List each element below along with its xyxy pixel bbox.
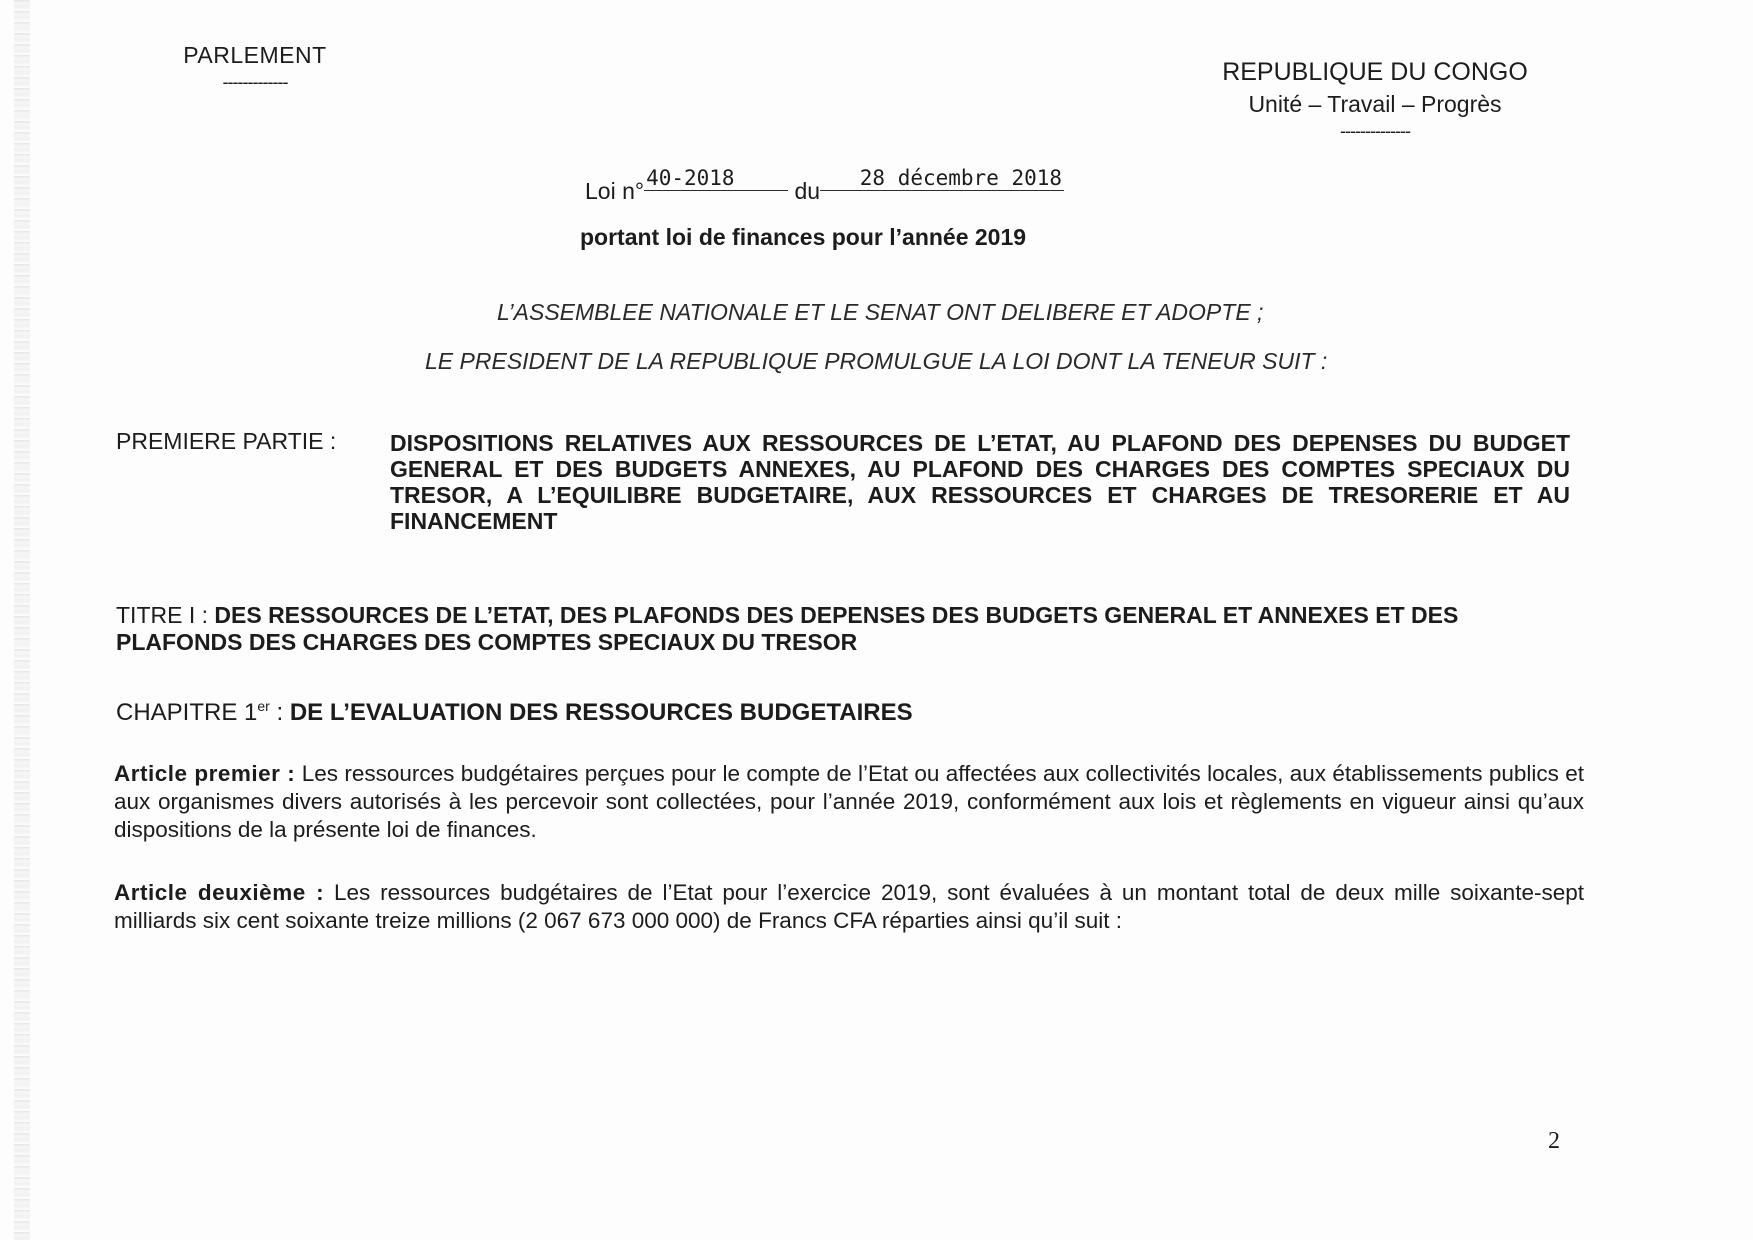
country-name: REPUBLIQUE DU CONGO [1222, 58, 1528, 86]
law-date: 28 décembre 2018 [820, 166, 1064, 191]
chapter-label: CHAPITRE 1 [116, 699, 258, 726]
chapter-label-superscript: er [257, 698, 270, 714]
law-subtitle: portant loi de finances pour l’année 2019 [580, 224, 1027, 250]
declaration-adoption: L’ASSEMBLEE NATIONALE ET LE SENAT ONT DELIBERE ET ADOPTE ; [497, 299, 1264, 325]
republic-separator: -------------- [1340, 121, 1410, 141]
article-premier [114, 760, 1584, 844]
part-one-title: DISPOSITIONS RELATIVES AUX RESSOURCES DE L’ETAT, AU PLAFOND DES DEPENSES DU BUDGET GENERAL ET DES BUDGETS ANNEXES, AU PLAFOND DES CHARGES DES COMPTES SPECIAUX DU TRESOR, A L’EQUILIBRE BUDGETAIRE, AUX RESSOURCES ET CHARGES DE TRESORERIE ET AU FINANCEMENT [390, 430, 1570, 534]
article-label: Article deuxième : [114, 880, 325, 905]
chapter-separator: : [269, 699, 290, 726]
article-text: Les ressources budgétaires perçues pour le compte de l’Etat ou affectées aux collectivités locales, aux établissements publics et aux organismes divers autorisés à les percevoir sont collectées, pour l’année 2019, conformément aux lois et règlements en vigueur ainsi qu’aux dispositions de la présente loi de finances. [114, 761, 1585, 842]
declaration-promulgation: LE PRESIDENT DE LA REPUBLIQUE PROMULGUE LA LOI DONT LA TENEUR SUIT : [425, 348, 1328, 374]
parliament-title: PARLEMENT [183, 42, 327, 68]
parliament-header [170, 42, 340, 93]
law-reference [585, 166, 1064, 205]
republic-header [1215, 58, 1535, 142]
scan-edge-artifact [14, 0, 30, 1240]
chapter-title: DE L’EVALUATION DES RESSOURCES BUDGETAIRES [289, 699, 913, 726]
title-one-label: TITRE I : [116, 602, 208, 628]
parliament-separator: ------------- [222, 72, 288, 92]
article-label: Article premier : [114, 761, 296, 786]
law-number: 40-2018 [644, 166, 788, 191]
law-date-prefix: du [794, 178, 821, 204]
part-one-label: PREMIERE PARTIE : [116, 428, 337, 454]
law-prefix: Loi n° [585, 178, 645, 204]
article-text: Les ressources budgétaires de l’Etat pour l’exercice 2019, sont évaluées à un montant total de deux mille soixante-sept milliards six cent soixante treize millions (2 067 673 000 000) de Francs CFA réparties ainsi qu’il suit : [114, 880, 1584, 933]
article-deuxieme [114, 879, 1584, 935]
chapter-heading [116, 698, 913, 727]
page-number: 2 [1548, 1128, 1560, 1154]
title-one-heading [116, 602, 1556, 656]
title-one-text: DES RESSOURCES DE L’ETAT, DES PLAFONDS DES DEPENSES DES BUDGETS GENERAL ET ANNEXES ET DES PLAFONDS DES CHARGES DES COMPTES SPECIAUX DU TRESOR [116, 602, 1459, 655]
national-motto: Unité – Travail – Progrès [1248, 91, 1502, 117]
